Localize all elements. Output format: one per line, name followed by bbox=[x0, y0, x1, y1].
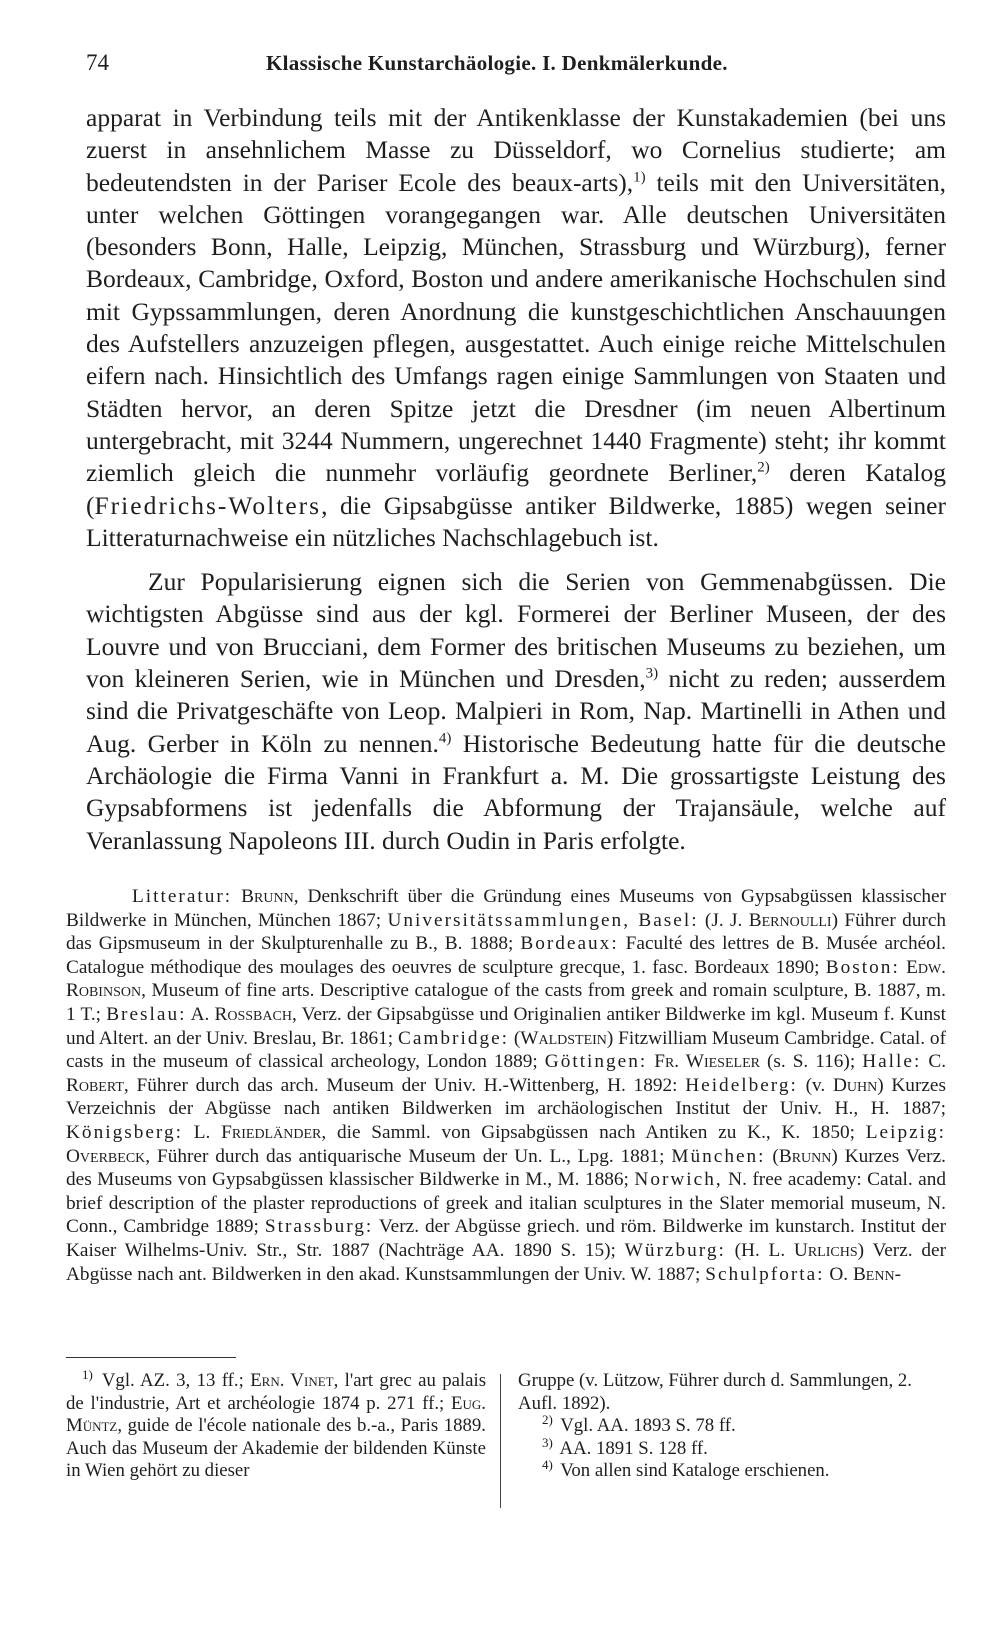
text-run: , Museum of fine arts. Descriptive catalogue of the casts from greek and romain sculpture, B. 1887, m. 1 T.; bbox=[66, 980, 946, 1025]
text-run: , die Samml. von Gipsabgüssen nach Antiken zu K., K. 1850; bbox=[321, 1121, 866, 1143]
text-run: Vgl. AZ. 3, 13 ff.; bbox=[95, 1370, 251, 1391]
footnote-separator bbox=[66, 1357, 236, 1358]
place-name: Göttingen: bbox=[544, 1051, 648, 1073]
author-name: Rossbach bbox=[214, 1003, 292, 1025]
text-run: , Verz. der Gipsabgüsse und Originalien antiker Bildwerke im kgl. Museum f. Kunst und Altert. an der Univ. Breslau, Br. 1861; bbox=[66, 1003, 946, 1049]
author-name: Urlichs bbox=[793, 1239, 858, 1261]
running-title: Klassische Kunstarchäologie. I. Denkmälerkunde. bbox=[266, 51, 728, 75]
author-name: Bernoulli bbox=[748, 909, 832, 931]
text-run: Verz. der Abgüsse griech. und röm. Bildwerke im kunstarch. Institut der Kaiser Wilhelms-Univ. Str., Str. 1887 (Nachträge AA. 1890 S. 15); bbox=[66, 1216, 946, 1261]
text-run: ( bbox=[765, 1145, 779, 1167]
author-name: Overbeck bbox=[66, 1145, 146, 1167]
text-run: N. free academy: Catal. and brief description of the plaster reproductions of greek and italian sculptures in the Slater memorial museum, N. Conn., Cambridge 1889; bbox=[66, 1169, 947, 1238]
place-name: Heidelberg: bbox=[685, 1074, 798, 1096]
author-name: Edw. Robinson bbox=[66, 956, 946, 1002]
author-name: Eug. Müntz bbox=[66, 1392, 486, 1437]
place-name: Halle: bbox=[862, 1051, 922, 1073]
text-run: AA. 1891 S. 128 ff. bbox=[555, 1437, 708, 1459]
author-name: Ern. Vinet bbox=[250, 1370, 334, 1391]
text-run: Historische Bedeutung hatte für die deutsche Archäologie die Firma Vanni in Frankfurt a. M. Die grossartigste Leistung des Gypsabformens ist jedenfalls die Abformung der Trajansäule, welche auf Veranlassung Napoleons III. durch Oudin in Paris erfolgte. bbox=[86, 728, 947, 855]
text-run: , Führer durch das arch. Museum der Univ. H.-Wittenberg, H. 1892: bbox=[123, 1074, 686, 1096]
text-run bbox=[232, 886, 241, 907]
text-run: (H. L. bbox=[725, 1239, 794, 1261]
column-divider bbox=[500, 1374, 501, 1508]
text-run: , Führer durch das antiquarische Museum der Un. L., Lpg. 1881; bbox=[145, 1145, 672, 1167]
paragraph-1 bbox=[86, 102, 946, 554]
footnote-mark: 4) bbox=[542, 1457, 553, 1473]
author-name: Benn- bbox=[852, 1263, 901, 1285]
place-name: Leipzig: bbox=[865, 1121, 947, 1143]
running-head bbox=[86, 48, 940, 78]
footnote-column-left bbox=[66, 1366, 487, 1483]
author-name: Fr. Wieseler bbox=[654, 1051, 760, 1073]
place-name: Breslau: bbox=[106, 1003, 187, 1025]
footnote-2 bbox=[518, 1411, 946, 1438]
literature-paragraph bbox=[66, 885, 946, 1286]
footnote-ref-3[interactable]: 3) bbox=[645, 665, 659, 682]
text-run: ) Fitzwilliam Museum Cambridge. Catal. of casts in the museum of classical archeology, London 1889; bbox=[66, 1027, 946, 1073]
text-run: ( bbox=[509, 1027, 521, 1049]
footnote-3 bbox=[518, 1434, 946, 1461]
text-run: teils mit den Universitäten, unter welchen Göttingen vorangegangen war. Alle deutschen Universitäten (besonders Bonn, Halle, Leipzig, München, Strassburg und Würzburg), ferner Bordeaux, Cambridge, Oxford, Boston und andere amerikanische Hochschulen sind mit Gypssammlungen, deren Anordnung die kunstgeschichtlichen Anschauungen des Aufstellers anzuzeigen pflegen, ausgestattet. Auch einige reiche Mittelschulen eifern nach. Hinsichtlich des Umfangs ragen einige Sammlungen von Staaten und Städten hervor, an deren Spitze jetzt die Dresdner (im neuen Albertinum untergebracht, mit 3244 Nummern, ungerechnet 1440 Fragmente) steht; ihr kommt ziemlich gleich die nunmehr vorläufig geordnete Berliner, bbox=[86, 167, 946, 488]
footnote-ref-1[interactable]: 1) bbox=[633, 169, 646, 186]
literature-label: Litteratur: bbox=[132, 886, 233, 907]
place-name: Schulpforta: bbox=[705, 1263, 825, 1285]
footnote-mark: 1) bbox=[82, 1366, 93, 1382]
place-name: Strassburg: bbox=[264, 1216, 374, 1238]
text-run: (s. S. 116); bbox=[759, 1051, 863, 1073]
place-name: Cambridge: bbox=[397, 1027, 510, 1049]
text-run: O. bbox=[824, 1263, 853, 1285]
footnote-mark: 3) bbox=[542, 1434, 553, 1450]
footnote-ref-2[interactable]: 2) bbox=[757, 459, 770, 476]
footnotes bbox=[66, 1366, 946, 1530]
author-name: Duhn bbox=[832, 1074, 878, 1096]
author-names: Friedrichs-Wolters bbox=[94, 490, 322, 520]
main-text bbox=[86, 102, 946, 857]
text-run: nicht zu reden; ausserdem sind die Privatgeschäfte von Leop. Malpieri in Rom, Nap. Martinelli in Athen und Aug. Gerber in Köln zu nennen. bbox=[86, 664, 946, 758]
text-run: Vgl. AA. 1893 S. 78 ff. bbox=[555, 1415, 736, 1437]
footnote-4 bbox=[518, 1457, 946, 1483]
text-run: ) Verz. der Abgüsse nach ant. Bildwerken in den akad. Kunstsammlungen der Univ. W. 1887; bbox=[66, 1239, 946, 1285]
text-run: (v. bbox=[797, 1074, 833, 1096]
author-name: C. Robert bbox=[66, 1051, 947, 1096]
text-run: ) Kurzes Verzeichnis der Abgüsse nach antiken Bildwerken im archäologischen Institut der Univ. H., H. 1887; bbox=[66, 1074, 946, 1120]
text-run: Von allen sind Kataloge erschienen. bbox=[555, 1460, 830, 1482]
place-name: München: bbox=[671, 1145, 766, 1167]
text-run: , Denkschrift über die Gründung eines Museums von Gypsabgüssen klassischer Bildwerke in München, München 1867; bbox=[66, 886, 946, 931]
text-run: (J. J. bbox=[698, 909, 749, 931]
text-run: , guide de l'école nationale des b.-a., Paris 1889. Auch das Museum der Akademie der bildenden Künste in Wien gehört zu dieser bbox=[66, 1415, 486, 1482]
footnote-ref-4[interactable]: 4) bbox=[438, 730, 452, 747]
text-run: ) Kurzes Verz. des Museums von Gypsabgüssen klassischer Bildwerke in M., M. 1886; bbox=[66, 1145, 946, 1191]
author-name: Brunn bbox=[241, 886, 294, 907]
footnote-column-right bbox=[518, 1370, 946, 1483]
text-run: L. bbox=[182, 1121, 222, 1143]
author-name: Friedländer bbox=[221, 1121, 322, 1143]
text-run: Faculté des lettres de B. Musée archéol. Catalogue méthodique des moulages des oeuvres de sculpture grecque, 1. fasc. Bordeaux 1890; bbox=[66, 933, 946, 978]
place-name: Bordeaux: bbox=[520, 933, 619, 955]
author-name: Waldstein bbox=[520, 1027, 607, 1049]
place-name: Norwich, bbox=[634, 1169, 723, 1191]
text-run: A. bbox=[186, 1003, 215, 1025]
page-number: 74 bbox=[86, 50, 109, 75]
text-run: deren Katalog ( bbox=[86, 458, 946, 520]
text-run: , l'art grec au palais de l'industrie, Art et archéologie 1874 p. 271 ff.; bbox=[66, 1370, 487, 1414]
footnote-1 bbox=[66, 1366, 487, 1483]
text-run: Zur Popularisierung eignen sich die Serien von Gemmenabgüssen. Die wichtigsten Abgüsse sind aus der kgl. Formerei der Berliner Museen, der des Louvre und von Brucciani, dem Former des britischen Museums zu beziehen, um von kleineren Serien, wie in München und Dresden, bbox=[86, 567, 946, 694]
place-name: Königsberg: bbox=[66, 1121, 183, 1143]
literature-block bbox=[66, 885, 946, 1286]
place-name: Boston: bbox=[825, 956, 900, 978]
place-name: Universitätssammlungen, Basel: bbox=[387, 909, 699, 931]
footnote-1-continued: Gruppe (v. Lützow, Führer durch d. Sammlungen, 2. Aufl. 1892). bbox=[518, 1370, 912, 1414]
paragraph-2 bbox=[86, 566, 946, 857]
text-run: apparat in Verbindung teils mit der Antikenklasse der Kunstakademien (bei uns zuerst in ansehnlichem Masse zu Düsseldorf, wo Cornelius studierte; am bedeutendsten in der Pariser Ecole des beaux-arts), bbox=[86, 103, 946, 197]
text-run: , die Gipsabgüsse antiker Bildwerke, 1885) wegen seiner Litteraturnachweise ein nützliches Nachschlagebuch ist. bbox=[86, 490, 946, 552]
place-name: Würzburg: bbox=[624, 1239, 726, 1261]
author-name: Brunn bbox=[778, 1145, 832, 1167]
text-run: ) Führer durch das Gipsmuseum in der Skulpturenhalle zu B., B. 1888; bbox=[66, 909, 947, 955]
footnote-mark: 2) bbox=[542, 1411, 553, 1427]
